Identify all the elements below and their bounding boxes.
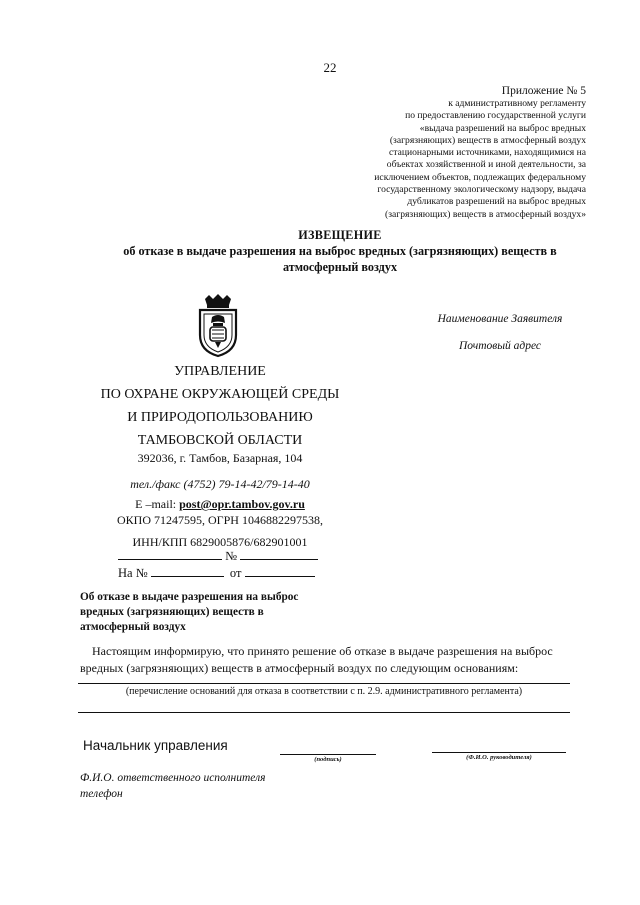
- appendix-line: «выдача разрешений на выброс вредных: [419, 122, 586, 134]
- notice-paragraph: Настоящим информирую, что принято решение об отказе в выдаче разрешения на выброс вредных (загрязняющих) веществ в атмосферный воздух по следующим основаниям:: [80, 644, 553, 675]
- number-sign: №: [225, 549, 238, 563]
- appendix-line: (загрязняющих) веществ в атмосферный воздух: [389, 134, 586, 146]
- executor-phone-label: телефон: [80, 788, 123, 800]
- appendix-line: дубликатов разрешений на выброс вредных: [407, 196, 586, 208]
- appendix-title: Приложение № 5: [501, 85, 586, 97]
- inn-kpp: ИНН/КПП 6829005876/682901001: [132, 535, 308, 549]
- subject-block: [80, 590, 330, 635]
- org-name-line: ПО ОХРАНЕ ОКРУЖАЮЩЕЙ СРЕДЫ: [100, 387, 340, 402]
- from-date-field[interactable]: [245, 564, 315, 577]
- incoming-number-row: [118, 564, 328, 581]
- head-name-line[interactable]: [432, 752, 566, 753]
- head-of-department: Начальник управления: [83, 738, 228, 753]
- number-field[interactable]: [240, 547, 318, 560]
- subject-line: атмосферный воздух: [80, 621, 186, 633]
- coat-of-arms-icon: [195, 293, 241, 359]
- document-title-main: ИЗВЕЩЕНИЕ: [298, 228, 382, 242]
- in-reply-number-field[interactable]: [151, 564, 224, 577]
- signature-line[interactable]: [280, 754, 376, 755]
- signature-caption: (подпись): [314, 756, 342, 763]
- appendix-header: [286, 84, 586, 221]
- date-field[interactable]: [118, 547, 222, 560]
- organization-contacts: [60, 476, 380, 550]
- email-row: [60, 496, 380, 512]
- document-title-line: атмосферный воздух: [282, 260, 398, 274]
- appendix-line: к административному регламенту: [448, 98, 586, 109]
- postal-address-label: Почтовый адрес: [458, 340, 542, 352]
- from-label: от: [229, 566, 242, 580]
- org-name-line: УПРАВЛЕНИЕ: [174, 364, 266, 379]
- notice-body: [80, 643, 580, 677]
- appendix-line: (загрязняющих) веществ в атмосферный воздух»: [385, 208, 586, 220]
- reasons-note: (перечисление оснований для отказа в соответствии с п. 2.9. административного регламента): [125, 686, 523, 697]
- head-name-caption: (Ф.И.О. руководителя): [466, 754, 532, 761]
- appendix-line: государственному экологическому надзору, выдача: [377, 184, 586, 196]
- executor-block: [80, 770, 265, 802]
- phone-fax: тел./факс (4752) 79-14-42/79-14-40: [130, 477, 310, 491]
- appendix-line: стационарными источниками, находящимися на: [389, 147, 586, 159]
- email-label: E –mail:: [135, 497, 180, 511]
- organization-name: [60, 360, 380, 452]
- reasons-line[interactable]: [78, 683, 570, 684]
- subject-line: Об отказе в выдаче разрешения на выброс: [80, 591, 299, 603]
- document-title: [60, 227, 620, 275]
- reasons-line-2[interactable]: [78, 712, 570, 713]
- organization-address: 392036, г. Тамбов, Базарная, 104: [137, 451, 303, 465]
- page-number: 22: [323, 60, 337, 75]
- executor-name-label: Ф.И.О. ответственного исполнителя: [80, 772, 266, 784]
- email-link[interactable]: post@opr.tambov.gov.ru: [179, 497, 305, 511]
- applicant-name-label: Наименование Заявителя: [437, 313, 563, 325]
- appendix-line: исключением объектов, подлежащих федеральному: [374, 171, 586, 183]
- registration-fields: [118, 547, 328, 581]
- document-title-line: об отказе в выдаче разрешения на выброс вредных (загрязняющих) веществ в: [123, 244, 557, 258]
- okpo-ogrn: ОКПО 71247595, ОГРН 1046882297538,: [117, 513, 323, 527]
- appendix-line: по предоставлению государственной услуги: [405, 110, 586, 122]
- in-reply-label: На №: [118, 566, 148, 580]
- org-name-line: ТАМБОВСКОЙ ОБЛАСТИ: [137, 433, 303, 448]
- subject-line: вредных (загрязняющих) веществ в: [80, 606, 264, 618]
- appendix-line: объектах хозяйственной и иной деятельности, за: [386, 159, 586, 171]
- outgoing-number-row: [118, 547, 328, 564]
- org-name-line: И ПРИРОДОПОЛЬЗОВАНИЮ: [127, 410, 313, 425]
